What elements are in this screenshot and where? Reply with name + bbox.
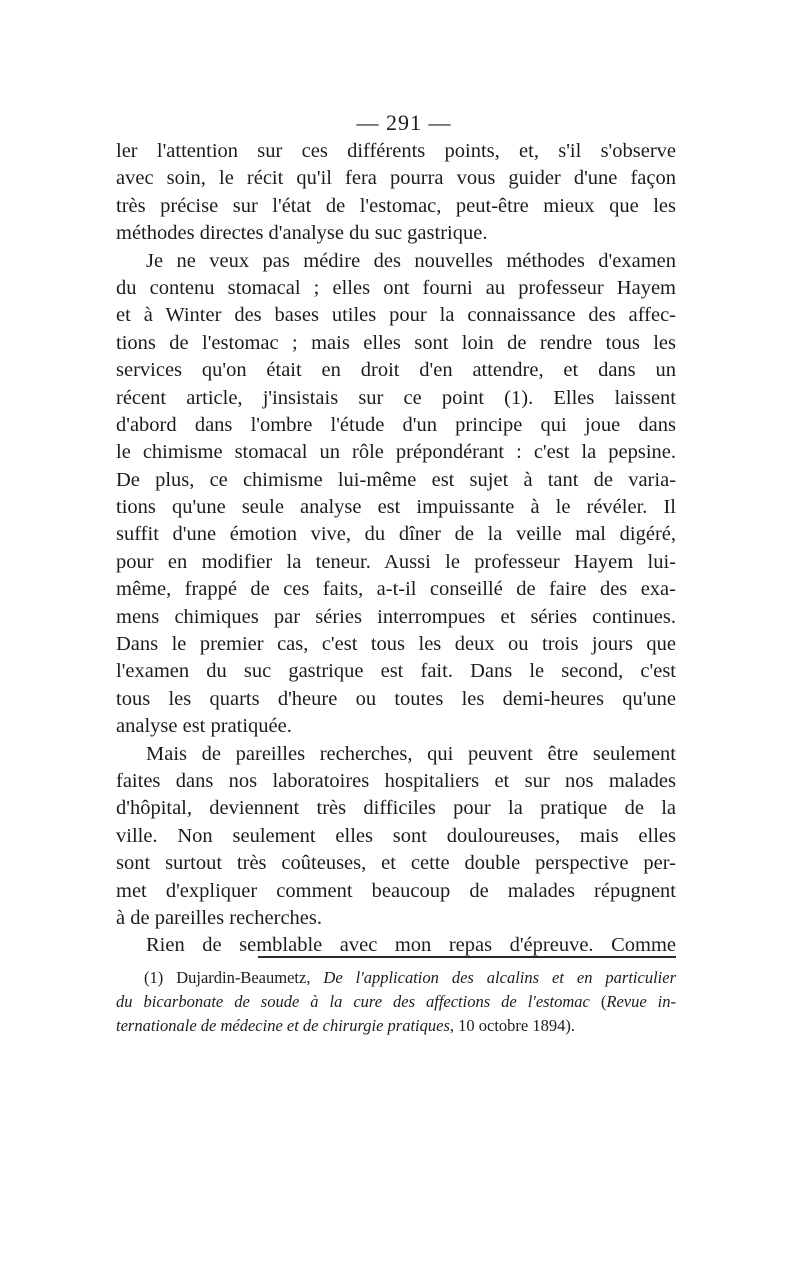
text-line: pour en modifier la teneur. Aussi le professeur Hayem lui- <box>116 550 676 573</box>
paragraph-start-line: Je ne veux pas médire des nouvelles méthodes d'examen <box>146 249 676 272</box>
paragraph-start-line: Rien de semblable avec mon repas d'épreuve. Comme <box>146 934 676 957</box>
text-line: mens chimiques par séries interrompues et séries continues. <box>116 605 676 628</box>
text-line: Dans le premier cas, c'est tous les deux ou trois jours que <box>116 633 676 656</box>
footnote-separator <box>258 956 676 958</box>
text-line: même, frappé de ces faits, a-t-il conseillé de faire des exa- <box>116 578 676 601</box>
text-line: très précise sur l'état de l'estomac, peut-être mieux que les <box>116 194 676 217</box>
footnote-line <box>116 1014 676 1038</box>
text-line: De plus, ce chimisme lui-même est sujet à tant de varia- <box>116 468 676 491</box>
text-line: faites dans nos laboratoires hospitaliers et sur nos malades <box>116 769 676 792</box>
text-line: met d'expliquer comment beaucoup de malades répugnent <box>116 879 676 902</box>
text-line: suffit d'une émotion vive, du dîner de la veille mal digéré, <box>116 523 676 546</box>
text-line: tions qu'une seule analyse est impuissante à le révéler. Il <box>116 496 676 519</box>
text-line: ler l'attention sur ces différents points, et, s'il s'observe <box>116 140 676 162</box>
text-line: ville. Non seulement elles sont douloureuses, mais elles <box>116 824 676 847</box>
footnote-date: , 10 octobre 1894). <box>449 1016 575 1035</box>
footnote-title: De l'application des alcalins et en particulier <box>323 968 676 987</box>
text-line: d'hôpital, deviennent très difficiles pour la pratique de la <box>116 797 676 820</box>
text-line: services qu'on était en droit d'en attendre, et dans un <box>116 359 676 382</box>
text-line: tous les quarts d'heure ou toutes les demi-heures qu'une <box>116 687 676 710</box>
footnote-marker: (1) Dujardin-Beaumetz, <box>144 968 324 987</box>
text-line: récent article, j'insistais sur ce point (1). Elles laissent <box>116 386 676 409</box>
footnote-paren: ( <box>589 992 607 1011</box>
text-line: tions de l'estomac ; mais elles sont loin de rendre tous les <box>116 331 676 354</box>
footnote <box>116 966 676 1038</box>
body-text <box>116 138 676 960</box>
footnote-title: du bicarbonate de soude à la cure des affections de l'estomac <box>116 992 590 1011</box>
text-line: l'examen du suc gastrique est fait. Dans le second, c'est <box>116 660 676 683</box>
text-line: sont surtout très coûteuses, et cette double perspective per- <box>116 852 676 875</box>
footnote-line <box>116 966 676 990</box>
footnote-line <box>116 990 676 1014</box>
text-line: et à Winter des bases utiles pour la connaissance des affec- <box>116 304 676 327</box>
text-line: à de pareilles recherches. <box>116 906 323 929</box>
text-line: le chimisme stomacal un rôle prépondérant : c'est la pepsine. <box>116 441 676 464</box>
text-line: méthodes directes d'analyse du suc gastrique. <box>116 222 488 245</box>
footnote-journal: ternationale de médecine et de chirurgie pratiques <box>116 1016 450 1035</box>
text-line: du contenu stomacal ; elles ont fourni au professeur Hayem <box>116 276 676 299</box>
page-number: — 291 — <box>356 110 452 135</box>
text-line: avec soin, le récit qu'il fera pourra vous guider d'une façon <box>116 167 676 190</box>
text-line: analyse est pratiquée. <box>116 715 292 738</box>
text-line: d'abord dans l'ombre l'étude d'un principe qui joue dans <box>116 413 676 436</box>
footnote-journal: Revue in- <box>606 992 676 1011</box>
paragraph-start-line: Mais de pareilles recherches, qui peuvent être seulement <box>146 742 676 765</box>
